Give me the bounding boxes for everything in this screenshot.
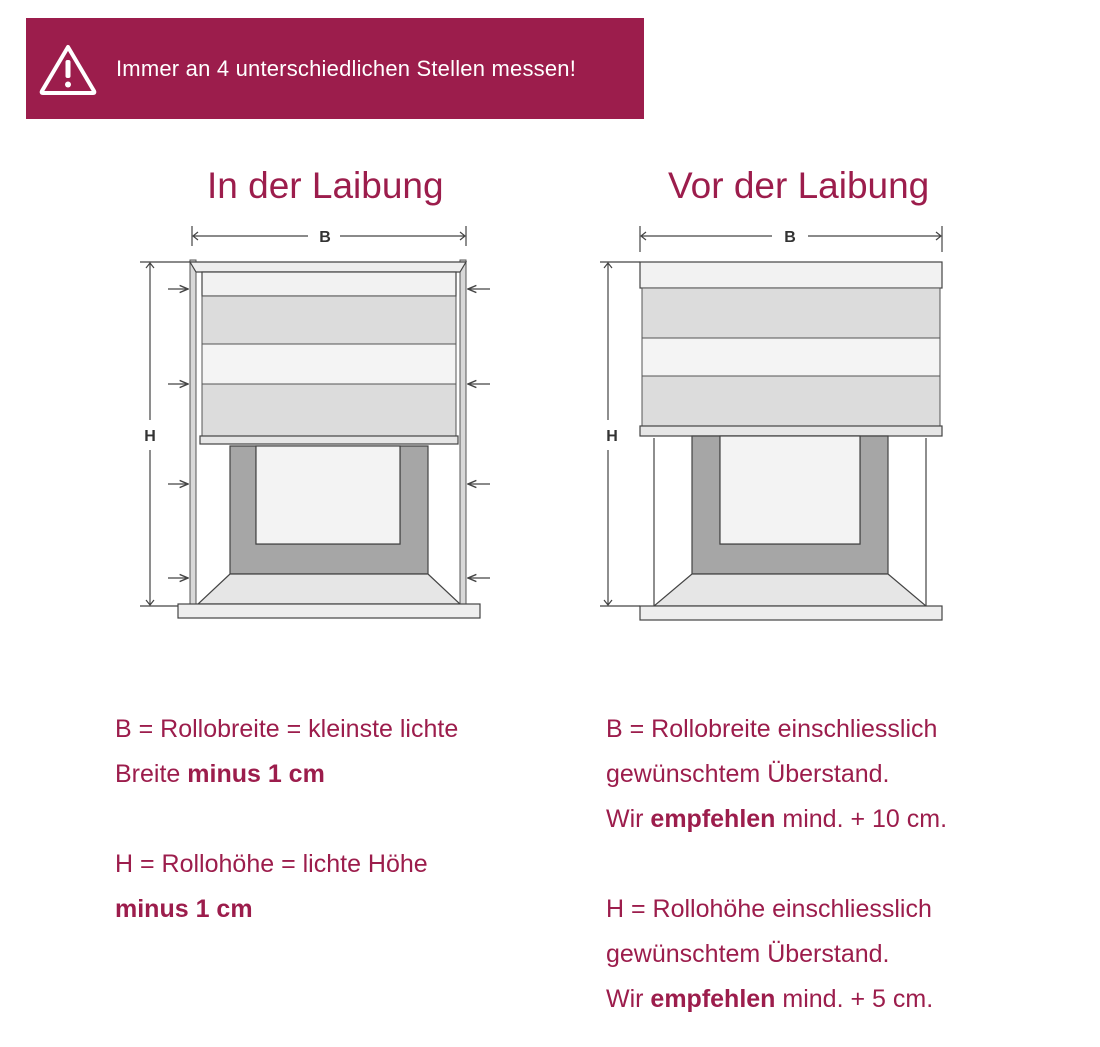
warning-icon [38, 43, 98, 95]
right-h-emphasis: empfehlen [650, 985, 776, 1013]
warning-banner [26, 18, 644, 119]
vor-laibung-diagram [596, 212, 976, 652]
right-description [606, 707, 947, 1022]
left-b-line1: B = Rollobreite = kleinste lichte [115, 715, 459, 743]
left-b-label: B [319, 229, 331, 246]
left-description [115, 707, 458, 932]
in-laibung-diagram [130, 212, 510, 652]
left-h-line2: minus 1 cm [115, 895, 253, 923]
right-b-emphasis: empfehlen [650, 805, 776, 833]
left-heading: In der Laibung [207, 165, 444, 206]
left-h-label: H [144, 428, 156, 445]
right-h-label: H [606, 428, 618, 445]
left-h-line1: H = Rollohöhe = lichte Höhe [115, 850, 428, 878]
left-b-line2: Breite minus 1 cm [115, 760, 325, 788]
right-b-label: B [784, 229, 796, 246]
right-b-line1: B = Rollobreite einschliesslich [606, 715, 938, 743]
right-heading: Vor der Laibung [668, 165, 930, 206]
left-b-emphasis: minus 1 cm [187, 760, 325, 788]
right-h-line2: gewünschtem Überstand. [606, 940, 890, 968]
right-h-line3: Wir empfehlen mind. + 5 cm. [606, 985, 934, 1013]
right-b-line3: Wir empfehlen mind. + 10 cm. [606, 805, 948, 833]
banner-text: Immer an 4 unterschiedlichen Stellen messen! [116, 55, 577, 81]
right-b-line2: gewünschtem Überstand. [606, 760, 890, 788]
right-h-line1: H = Rollohöhe einschliesslich [606, 895, 932, 923]
